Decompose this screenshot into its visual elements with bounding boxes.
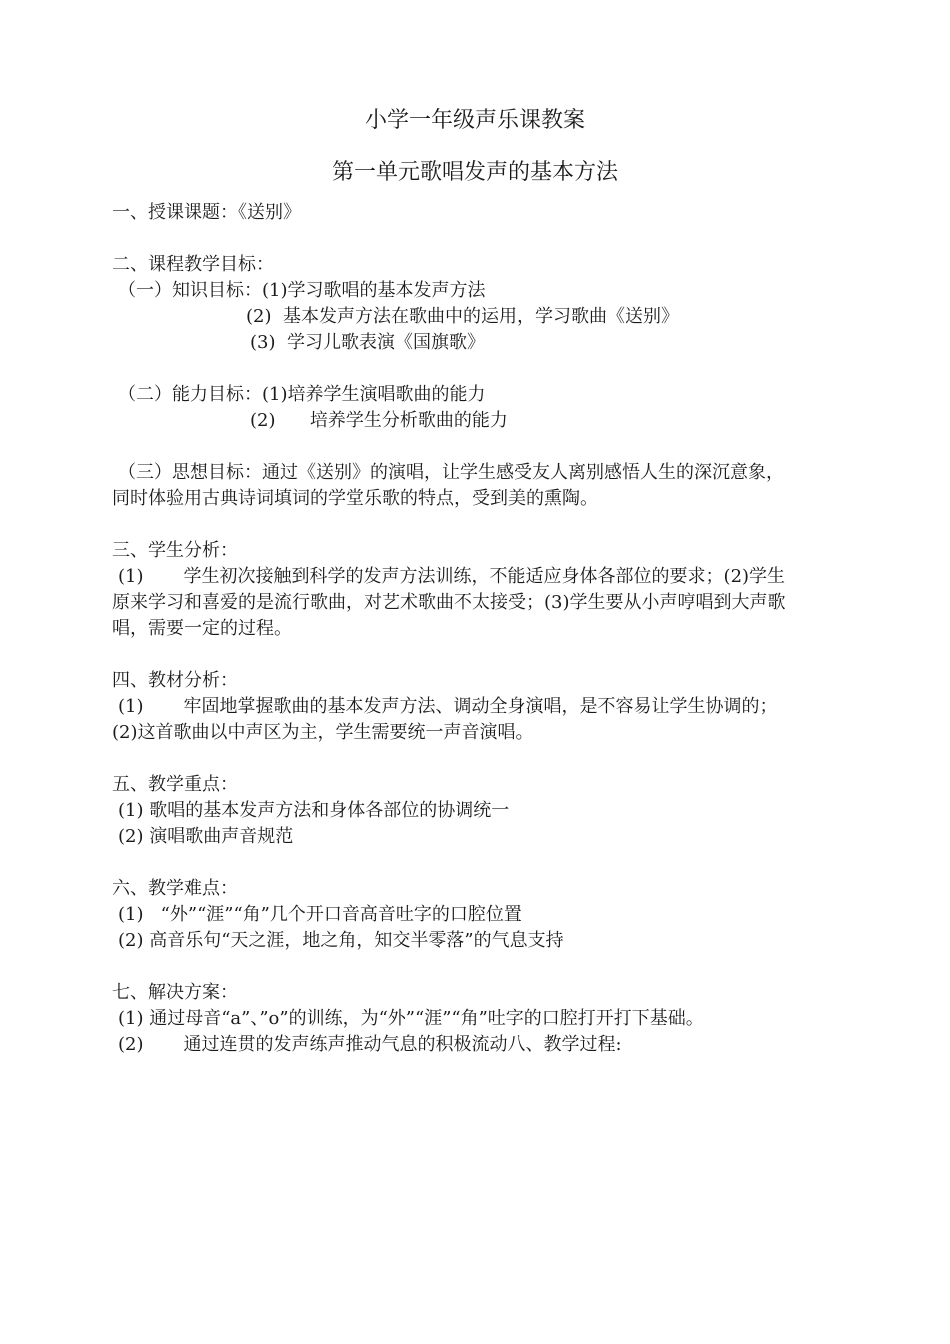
text-line: 同时体验用古典诗词填词的学堂乐歌的特点，受到美的熏陶。	[112, 488, 598, 509]
section-7-heading: 七、解决方案：	[112, 982, 238, 1003]
section-2-heading: 二、课程教学目标：	[112, 254, 274, 275]
section-3-heading: 三、学生分析：	[112, 540, 238, 561]
text-line: （三）思想目标：通过《送别》的演唱，让学生感受友人离别感悟人生的深沉意象，	[118, 462, 784, 483]
text-line: (2)这首歌曲以中声区为主，学生需要统一声音演唱。	[112, 722, 534, 743]
document-subtitle: 第一单元歌唱发声的基本方法	[331, 160, 618, 185]
text-line: 原来学习和喜爱的是流行歌曲，对艺术歌曲不太接受；(3)学生要从小声哼唱到大声歌	[112, 592, 786, 613]
section-5-heading: 五、教学重点：	[112, 774, 238, 795]
text-line: （二）能力目标：(1)培养学生演唱歌曲的能力	[118, 384, 486, 405]
text-line: (1) 牢固地掌握歌曲的基本发声方法、调动全身演唱，是不容易让学生协调的；	[118, 696, 778, 717]
text-line: (1) 歌唱的基本发声方法和身体各部位的协调统一	[118, 800, 510, 821]
text-line: （一）知识目标：(1)学习歌唱的基本发声方法	[118, 280, 486, 301]
text-line: (2) 基本发声方法在歌曲中的运用，学习歌曲《送别》	[246, 306, 679, 327]
section-1-heading: 一、授课课题：《送别》	[112, 202, 301, 223]
text-line: (1) “外”“涯”“角”几个开口音高音吐字的口腔位置	[118, 904, 522, 925]
text-line: 唱，需要一定的过程。	[112, 618, 292, 639]
section-4-heading: 四、教材分析：	[112, 670, 238, 691]
text-line: (3) 学习儿歌表演《国旗歌》	[250, 332, 485, 353]
text-line: (2) 演唱歌曲声音规范	[118, 826, 294, 847]
text-line: (1) 学生初次接触到科学的发声方法训练，不能适应身体各部位的要求；(2)学生	[118, 566, 786, 587]
text-line: (1) 通过母音“a”、”o”的训练，为“外”“涯”“角”吐字的口腔打开打下基础。	[118, 1008, 704, 1029]
text-line: (2) 通过连贯的发声练声推动气息的积极流动八、教学过程:	[118, 1034, 622, 1055]
document-title: 小学一年级声乐课教案	[364, 108, 585, 133]
section-6-heading: 六、教学难点：	[112, 878, 238, 899]
text-line: (2) 培养学生分析歌曲的能力	[250, 410, 508, 431]
text-line: (2) 高音乐句“天之涯，地之角，知交半零落”的气息支持	[118, 930, 564, 951]
